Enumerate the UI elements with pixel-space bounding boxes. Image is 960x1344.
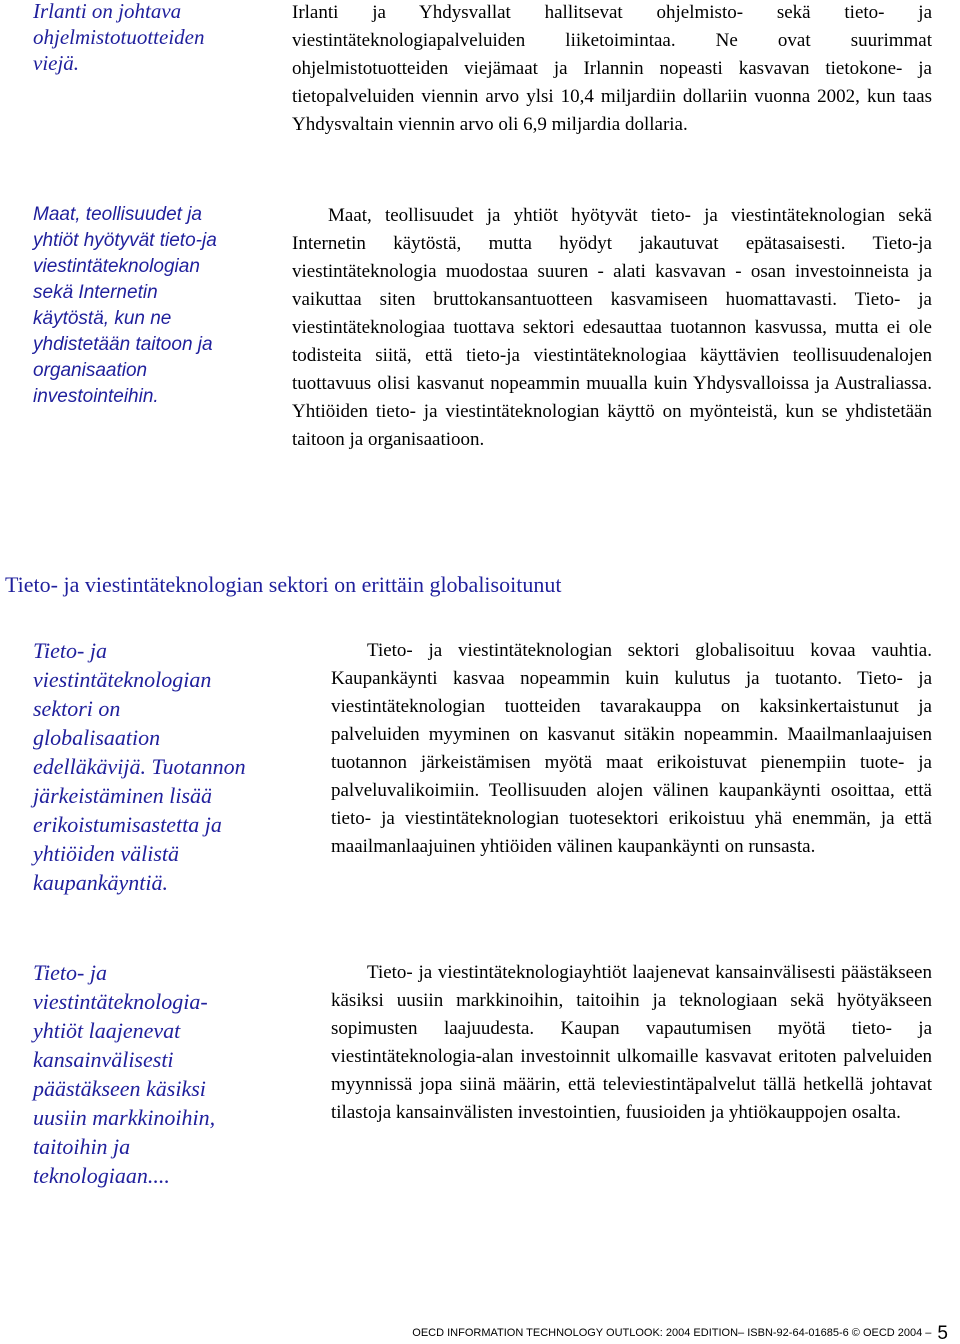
footer-citation: OECD INFORMATION TECHNOLOGY OUTLOOK: 2004 EDITION– ISBN-92-64-01685-6 © OECD 2004 – [412, 1327, 932, 1339]
margin-note-expansion: Tieto- ja viestintäteknologia-yhtiöt laajenevat kansainvälisesti päästäkseen käsiksi uusiin markkinoihin, taitoihin ja teknologiaan.... [33, 960, 216, 1188]
section-heading: Tieto- ja viestintäteknologian sektori on erittäin globalisoitunut [5, 572, 562, 597]
paragraph-globalisation: Tieto- ja viestintäteknologian sektori globalisoituu kovaa vauhtia. Kaupankäynti kasvaa nopeammin kuin kulutus ja tuotanto. Tieto- ja viestintäteknologian tuotteiden tavarakauppa on kaksinkertaistunut ja palveluiden myyminen on kasvanut sitäkin nopeammin. Maailmanlaajuisen tuotannon järkeistämisen myötä maat erikoistuvat pienempiin tuote- ja palveluvalikoimiin. Teollisuuden alojen välinen kaupankäynti osoittaa, että tieto- ja viestintäteknologian tuotesektori erikoistuu yhä enemmän, ja että maailmanlaajuinen yhtiöiden välinen kaupankäynti on runsasta. [331, 640, 932, 857]
page-footer [412, 1320, 948, 1342]
paragraph-expansion: Tieto- ja viestintäteknologiayhtiöt laajenevat kansainvälisesti päästäkseen käsiksi uusiin markkinoihin, taitoihin ja teknologiaan sekä hyötyäkseen sopimusten laajuudesta. Kaupan vapautumisen myötä tieto- ja viestintäteknologia-alan investoinnit ulkomaille kasvavat eritoten palveluiden myynnissä jopa siinä määrin, että televiestintäpalvelut tällä hetkellä johtavat tilastoja kansainvälisten investointien, fuusioiden ja yhtiökauppojen osalta. [331, 962, 932, 1123]
page-number: 5 [937, 1323, 948, 1344]
margin-note-benefits: Maat, teollisuudet ja yhtiöt hyötyvät tieto-ja viestintäteknologian sekä Internetin käytöstä, kun ne yhdistetään taitoon ja organisaation investointeihin. [33, 204, 217, 407]
margin-note-ireland: Irlanti on johtava ohjelmistotuotteiden viejä. [33, 0, 205, 75]
paragraph-benefits: Maat, teollisuudet ja yhtiöt hyötyvät tieto- ja viestintäteknologian sekä Internetin käytöstä, mutta hyödyt jakautuvat epätasaisesti. Tieto-ja viestintäteknologia muodostaa suuren - alati kasvavan - osan investoinneista ja vaikuttaa siten bruttokansantuotteen kasvamiseen huomattavasti. Tieto- ja viestintäteknologiaa tuottava sektori edesauttaa tuotannon kasvussa, mutta ei ole todisteita siitä, että tieto-ja viestintäteknologiaa käyttävien teollisuudenalojen tuottavuus olisi kasvanut nopeammin muualla kuin Yhdysvalloissa ja Australiassa. Yhtiöiden tieto- ja viestintäteknologian käyttö on myönteistä, kun se yhdistetään taitoon ja organisaatioon. [292, 205, 932, 450]
paragraph-ireland-usa: Irlanti ja Yhdysvallat hallitsevat ohjelmisto- sekä tieto- ja viestintäteknologiapalveluiden liiketoimintaa. Ne ovat suurimmat ohjelmistotuotteiden viejämaat ja Irlannin nopeasti kasvavan tietokone- ja tietopalveluiden viennin arvo ylsi 10,4 miljardiin dollariin vuonna 2002, kun taas Yhdysvaltain viennin arvo oli 6,9 miljardia dollaria. [292, 2, 932, 135]
margin-note-globalisation: Tieto- ja viestintäteknologian sektori on globalisaation edelläkävijä. Tuotannon järkeistäminen lisää erikoistumisastetta ja yhtiöiden välistä kaupankäyntiä. [33, 638, 246, 895]
